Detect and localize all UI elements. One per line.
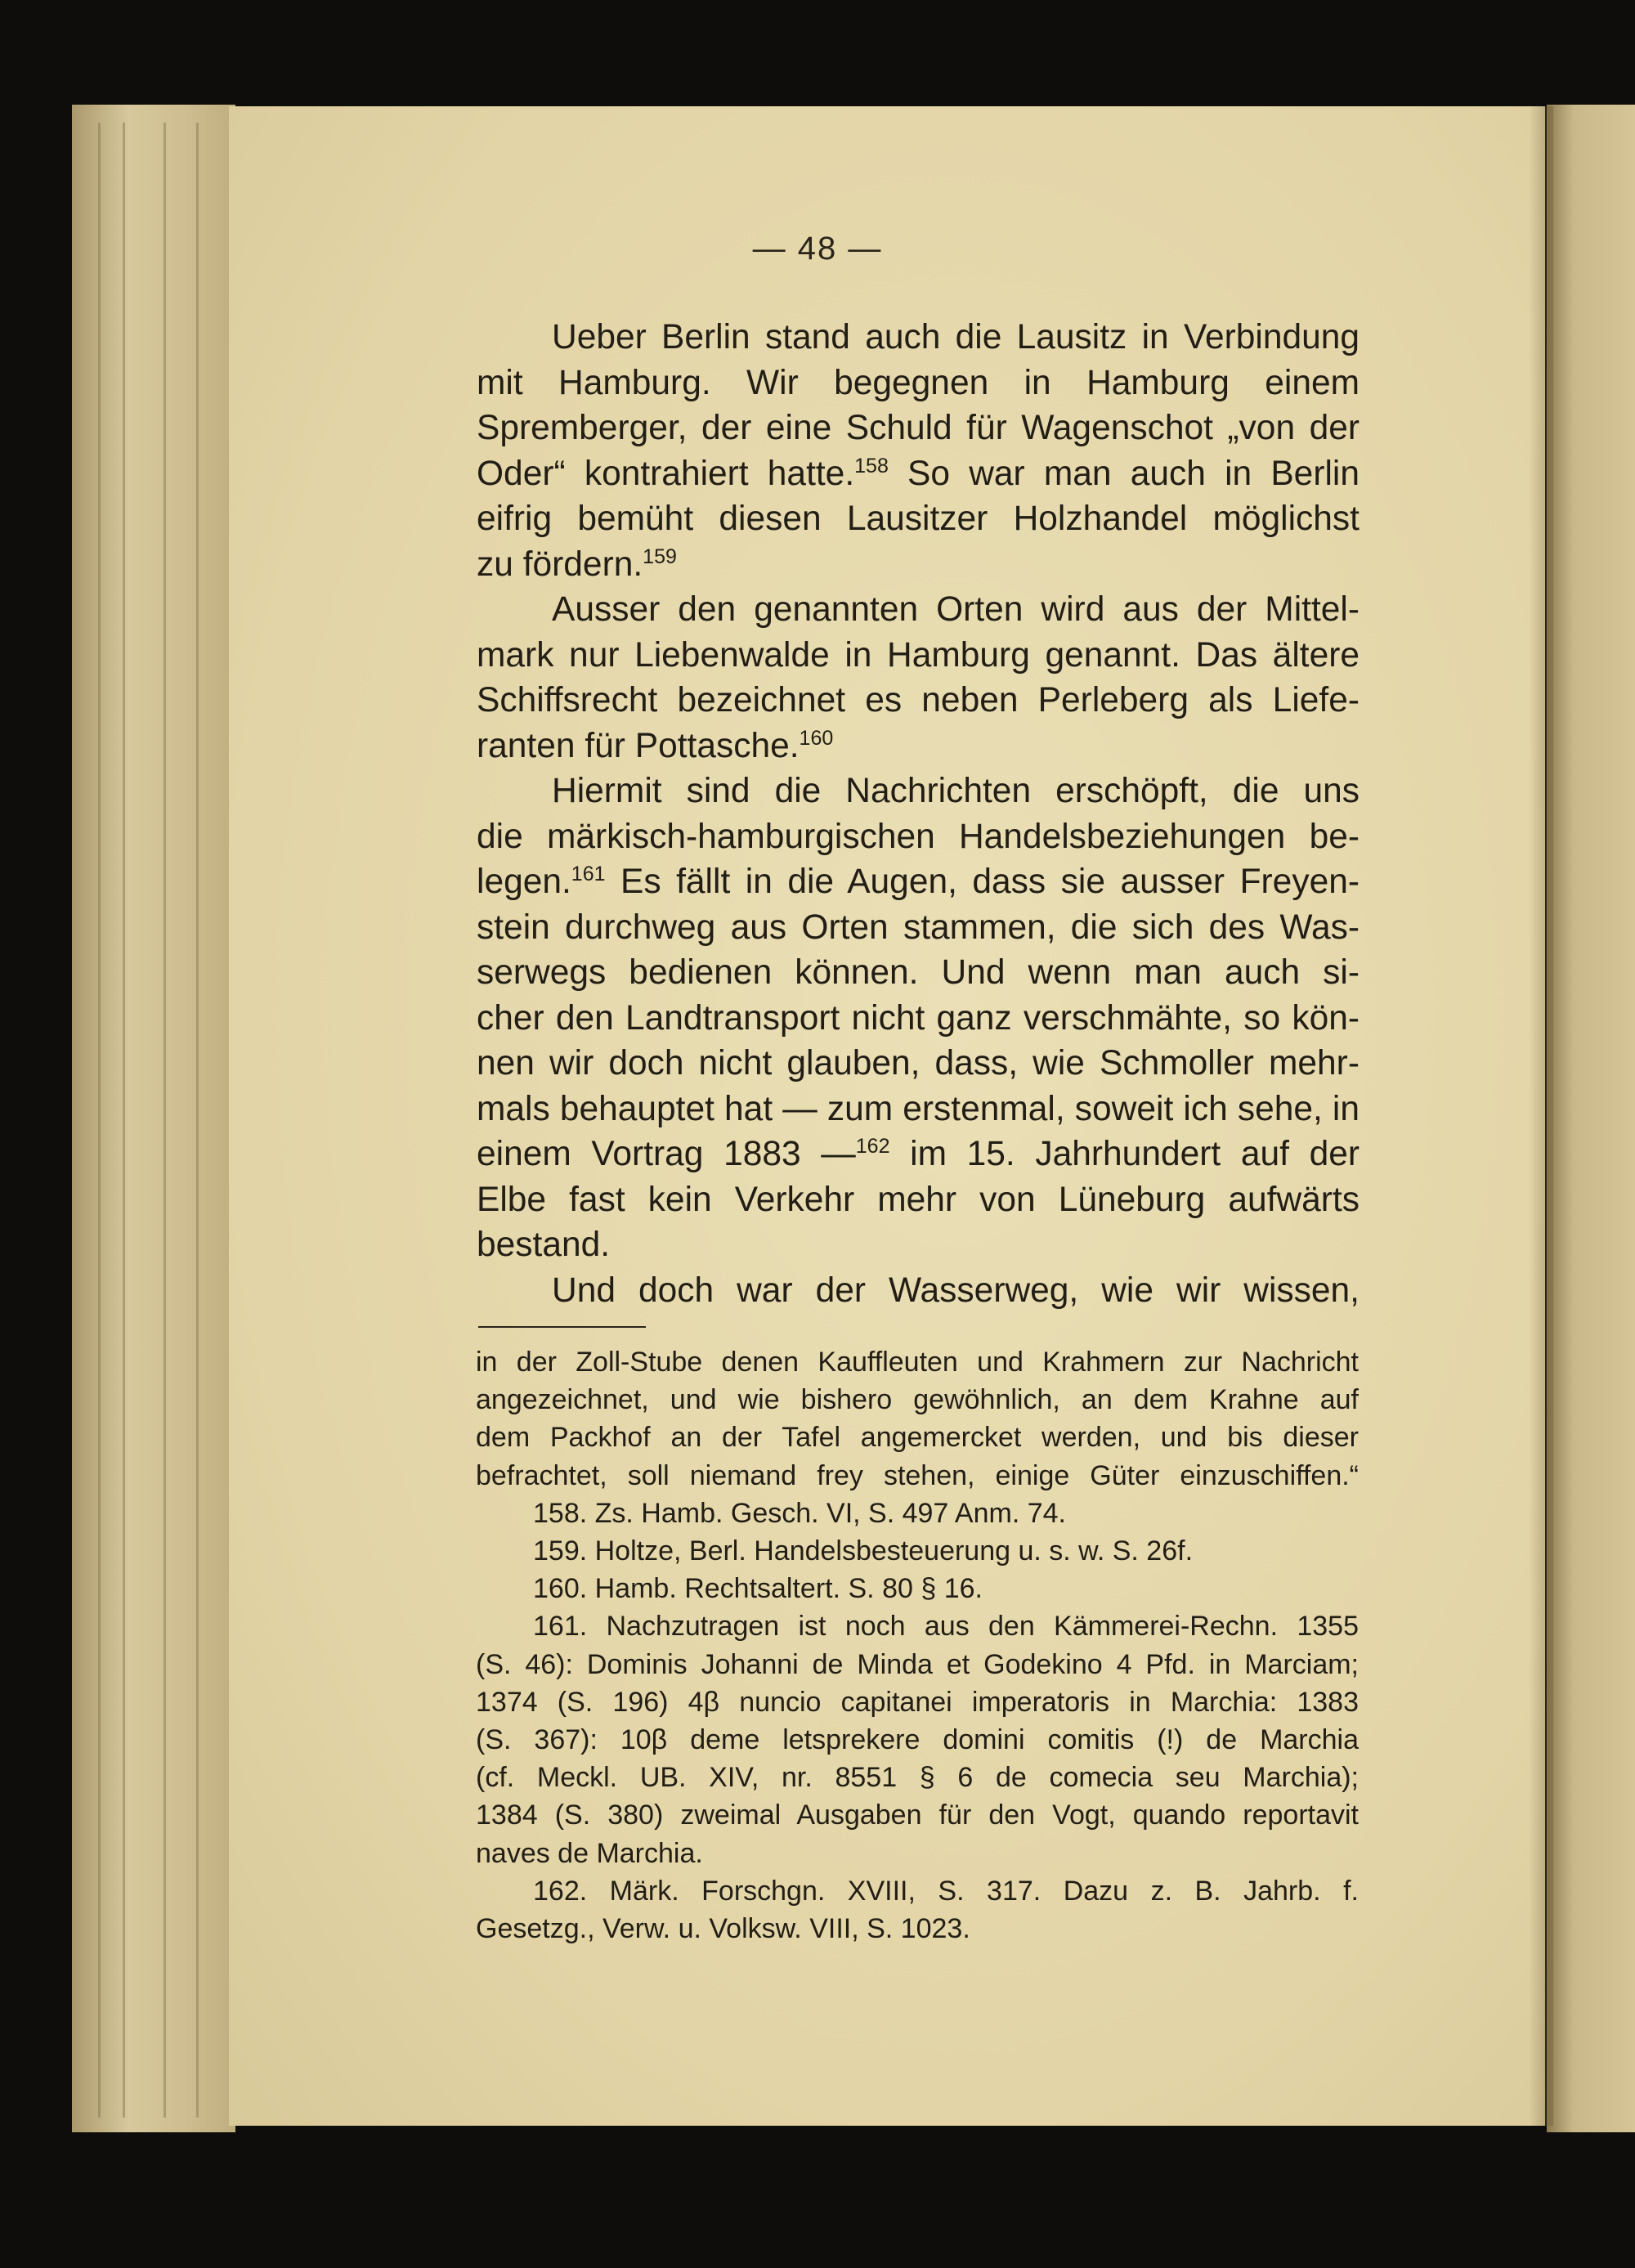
text-line: mit Hamburg. Wir begegnen in Hamburg einem bbox=[477, 363, 1360, 402]
footnote-ref: 160 bbox=[799, 726, 834, 750]
text-fragment: Oder“ kontrahiert hatte. bbox=[477, 454, 855, 493]
text-fragment: im 15. Jahrhundert auf der bbox=[889, 1135, 1360, 1173]
page-edge-line bbox=[123, 123, 125, 2118]
page-number: — 48 — bbox=[752, 231, 883, 267]
footnote-line: angezeichnet, und wie bishero gewöhnlich, an dem Krahne auf bbox=[476, 1384, 1359, 1416]
facing-page-edge bbox=[1547, 105, 1635, 2132]
page-gutter-shadow bbox=[1529, 106, 1553, 2126]
footnote-ref: 159 bbox=[643, 545, 677, 568]
footnote-ref: 158 bbox=[854, 454, 889, 477]
text-fragment: legen. bbox=[477, 863, 571, 901]
text-line: mark nur Liebenwalde in Hamburg genannt. Das ältere bbox=[477, 635, 1360, 675]
footnote-line: befrachtet, soll niemand frey stehen, einige Güter einzuschiffen.“ bbox=[476, 1459, 1359, 1491]
footnote-line: in der Zoll-Stube denen Kauffleuten und Krahmern zur Nachricht bbox=[476, 1347, 1359, 1378]
text-line: mals behauptet hat — zum erstenmal, soweit ich sehe, in bbox=[477, 1089, 1360, 1128]
text-line: Hiermit sind die Nachrichten erschöpft, die uns bbox=[552, 772, 1360, 810]
text-line: serwegs bedienen können. Und wenn man auch si- bbox=[477, 953, 1360, 992]
text-line: Spremberger, der eine Schuld für Wagenschot „von der bbox=[477, 409, 1360, 447]
footnote-line: (cf. Meckl. UB. XIV, nr. 8551 § 6 de comecia seu Marchia); bbox=[476, 1762, 1359, 1794]
text-fragment: So war man auch in Berlin bbox=[888, 454, 1360, 493]
footnote-line: (S. 46): Dominis Johanni de Minda et Godekino 4 Pfd. in Marciam; bbox=[476, 1648, 1359, 1680]
page-stack-edge bbox=[72, 105, 235, 2132]
text-line: stein durchweg aus Orten stammen, die sich des Was- bbox=[477, 908, 1360, 947]
text-line: Elbe fast kein Verkehr mehr von Lüneburg aufwärts bbox=[477, 1180, 1360, 1219]
text-line: Ausser den genannten Orten wird aus der Mittel- bbox=[552, 590, 1360, 629]
footnotes bbox=[476, 1343, 1359, 1948]
footnote-line: 1384 (S. 380) zweimal Ausgaben für den Vogt, quando reportavit bbox=[476, 1800, 1359, 1831]
text-fragment: Es fällt in die Augen, dass sie ausser Freyen- bbox=[605, 863, 1360, 901]
text-fragment: zu fördern. bbox=[477, 545, 643, 584]
text-line bbox=[477, 724, 1360, 769]
text-fragment: einem Vortrag 1883 — bbox=[477, 1135, 856, 1173]
text-line bbox=[477, 859, 1360, 905]
text-line: nen wir doch nicht glauben, dass, wie Schmoller mehr- bbox=[477, 1044, 1360, 1082]
footnote-line: 159. Holtze, Berl. Handelsbesteuerung u. s. w. S. 26f. bbox=[533, 1535, 1194, 1567]
footnote-line: dem Packhof an der Tafel angemercket werden, und bis dieser bbox=[476, 1422, 1359, 1454]
footnote-line: 158. Zs. Hamb. Gesch. VI, S. 497 Anm. 74. bbox=[533, 1497, 1066, 1529]
text-line bbox=[477, 542, 1360, 588]
main-text bbox=[477, 315, 1360, 1313]
text-line bbox=[477, 1132, 1360, 1177]
footnote-ref: 162 bbox=[855, 1135, 890, 1158]
footnote-line: naves de Marchia. bbox=[476, 1837, 703, 1869]
text-fragment: ranten für Pottasche. bbox=[477, 726, 800, 765]
footnote-line: Gesetzg., Verw. u. Volksw. VIII, S. 1023. bbox=[476, 1913, 970, 1945]
footnote-line: (S. 367): 10β deme letsprekere domini comitis (!) de Marchia bbox=[476, 1724, 1359, 1756]
text-line: Ueber Berlin stand auch die Lausitz in Verbindung bbox=[552, 318, 1360, 356]
footnote-ref: 161 bbox=[571, 863, 606, 885]
text-line: die märkisch-hamburgischen Handelsbeziehungen be- bbox=[477, 817, 1360, 856]
text-line: Schiffsrecht bezeichnet es neben Perleberg als Liefe- bbox=[477, 681, 1360, 719]
text-line: cher den Landtransport nicht ganz verschmähte, so kön- bbox=[477, 998, 1360, 1038]
text-line: Und doch war der Wasserweg, wie wir wissen, bbox=[552, 1271, 1360, 1310]
text-line: eifrig bemüht diesen Lausitzer Holzhandel möglichst bbox=[477, 500, 1360, 538]
footnote-separator bbox=[478, 1326, 646, 1328]
page-edge-line bbox=[196, 123, 199, 2118]
page-edge-line bbox=[164, 123, 166, 2118]
page-edge-line bbox=[98, 123, 101, 2118]
footnote-line: 1374 (S. 196) 4β nuncio capitanei imperatoris in Marchia: 1383 bbox=[476, 1686, 1359, 1718]
footnote-line: 162. Märk. Forschgn. XVIII, S. 317. Dazu z. B. Jahrb. f. bbox=[533, 1875, 1359, 1907]
text-line: bestand. bbox=[477, 1226, 611, 1264]
text-line bbox=[477, 451, 1360, 497]
footnote-line: 160. Hamb. Rechtsaltert. S. 80 § 16. bbox=[533, 1573, 983, 1605]
footnote-line: 161. Nachzutragen ist noch aus den Kämmerei-Rechn. 1355 bbox=[533, 1611, 1359, 1643]
